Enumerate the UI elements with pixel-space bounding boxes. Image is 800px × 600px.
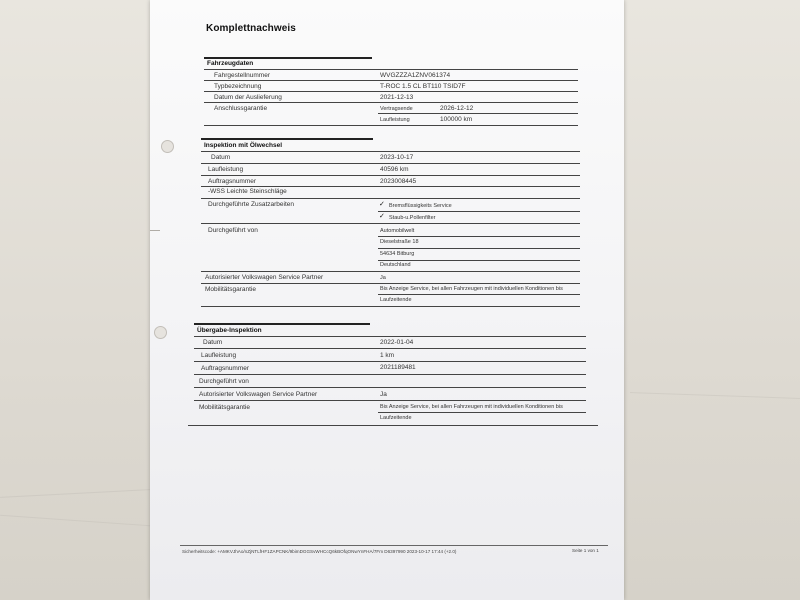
field-label: Autorisierter Volkswagen Service Partner [205, 274, 324, 281]
footer-line [180, 545, 608, 546]
field-value: 2021-12-13 [380, 94, 414, 101]
field-label: Mobilitätsgarantie [205, 286, 256, 293]
field-label: Laufleistung [201, 352, 237, 359]
row-line [378, 113, 578, 114]
field-label: Autorisierter Volkswagen Service Partner [199, 391, 318, 398]
page-number: Seite 1 von 1 [572, 548, 599, 553]
field-label: Datum [203, 339, 223, 346]
section-bar [201, 138, 373, 140]
field-value: 2023-10-17 [380, 154, 414, 161]
security-code: Sicherheitscode: +AMKVJhAo/nZjNTLfHF1ZAPCNK/9bimDGGSvWHCcQ6kBOfqONwYnFHA/7Fm D6397990 2023-10-17 17:44 (+2.0) [182, 549, 457, 554]
field-value: 2022-01-04 [380, 339, 414, 346]
field-value: Automobilwelt [380, 228, 415, 234]
field-value: Bis Anzeige Service, bei allen Fahrzeugen mit individuellen Konditionen bis [380, 286, 563, 292]
checkmark-icon: ✓ [379, 201, 385, 208]
row-line [378, 248, 580, 249]
field-value: 54634 Bitburg [380, 251, 415, 257]
field-value: 2021189481 [380, 364, 416, 371]
field-label: Fahrgestellnummer [214, 72, 270, 79]
field-label: Durchgeführt von [199, 378, 249, 385]
row-line [378, 260, 580, 261]
field-value: Bis Anzeige Service, bei allen Fahrzeugen mit individuellen Konditionen bis [380, 404, 563, 410]
field-value: Vertragsende [380, 106, 413, 112]
row-line [378, 211, 580, 212]
row-line [201, 306, 580, 307]
field-label: Durchgeführte Zusatzarbeiten [208, 201, 294, 208]
row-line [378, 236, 580, 237]
row-line [378, 412, 586, 413]
row-line [204, 91, 578, 92]
field-label: Mobilitätsgarantie [199, 404, 250, 411]
document-title: Komplettnachweis [206, 23, 296, 34]
field-label: Anschlussgarantie [214, 105, 268, 112]
row-line [201, 198, 580, 199]
field-label: Auftragsnummer [201, 365, 250, 372]
row-line [194, 361, 586, 362]
field-value: Laufleistung [380, 117, 410, 123]
field-value: Dieselstraße 18 [380, 239, 419, 245]
field-value: 1 km [380, 352, 395, 359]
row-line [201, 163, 580, 164]
section-bar [204, 57, 372, 59]
section-heading-uebergabe: Übergabe-Inspektion [197, 327, 262, 334]
field-value-extra: 100000 km [440, 116, 473, 123]
row-line [201, 223, 580, 224]
field-value: Ja [380, 391, 387, 398]
section-heading-fahrzeugdaten: Fahrzeugdaten [207, 60, 254, 67]
section-bar [194, 323, 370, 325]
row-line [194, 387, 586, 388]
row-line [201, 186, 580, 187]
field-label: Datum [211, 154, 231, 161]
field-value: Laufzeitende [380, 415, 412, 421]
row-line [204, 80, 578, 81]
field-value: Laufzeitende [380, 297, 412, 303]
field-value: 2023008445 [380, 178, 417, 185]
row-line [201, 175, 580, 176]
fold-mark [150, 230, 160, 231]
row-line [201, 151, 580, 152]
field-label: Datum der Auslieferung [214, 94, 282, 101]
punch-hole [154, 326, 167, 339]
field-label: Auftragsnummer [208, 178, 257, 185]
field-label: -WSS Leichte Steinschläge [208, 188, 287, 195]
field-label: Laufleistung [208, 166, 244, 173]
field-value: T-ROC 1.5 CL BT110 TSID7F [380, 83, 466, 90]
row-line [194, 374, 586, 375]
field-label: Typbezeichnung [214, 83, 262, 90]
row-line [188, 425, 598, 426]
punch-hole [161, 140, 174, 153]
field-value: Ja [380, 275, 386, 281]
field-value: 40596 km [380, 166, 409, 173]
field-value: Deutschland [380, 262, 411, 268]
row-line [204, 69, 578, 70]
row-line [201, 283, 580, 284]
field-value: Staub-u.Pollenfilter [389, 215, 436, 221]
checkmark-icon: ✓ [379, 213, 385, 220]
field-value: WVGZZZA1ZNV061374 [380, 72, 451, 79]
row-line [194, 348, 586, 349]
field-value-extra: 2026-12-12 [440, 105, 474, 112]
field-value: Bremsflüssigkeits Service [389, 203, 452, 209]
field-label: Durchgeführt von [208, 227, 258, 234]
row-line [194, 336, 586, 337]
section-heading-inspektion: Inspektion mit Ölwechsel [204, 142, 283, 149]
row-line [378, 294, 580, 295]
row-line [204, 125, 578, 126]
row-line [194, 400, 586, 401]
row-line [201, 271, 580, 272]
row-line [204, 102, 578, 103]
